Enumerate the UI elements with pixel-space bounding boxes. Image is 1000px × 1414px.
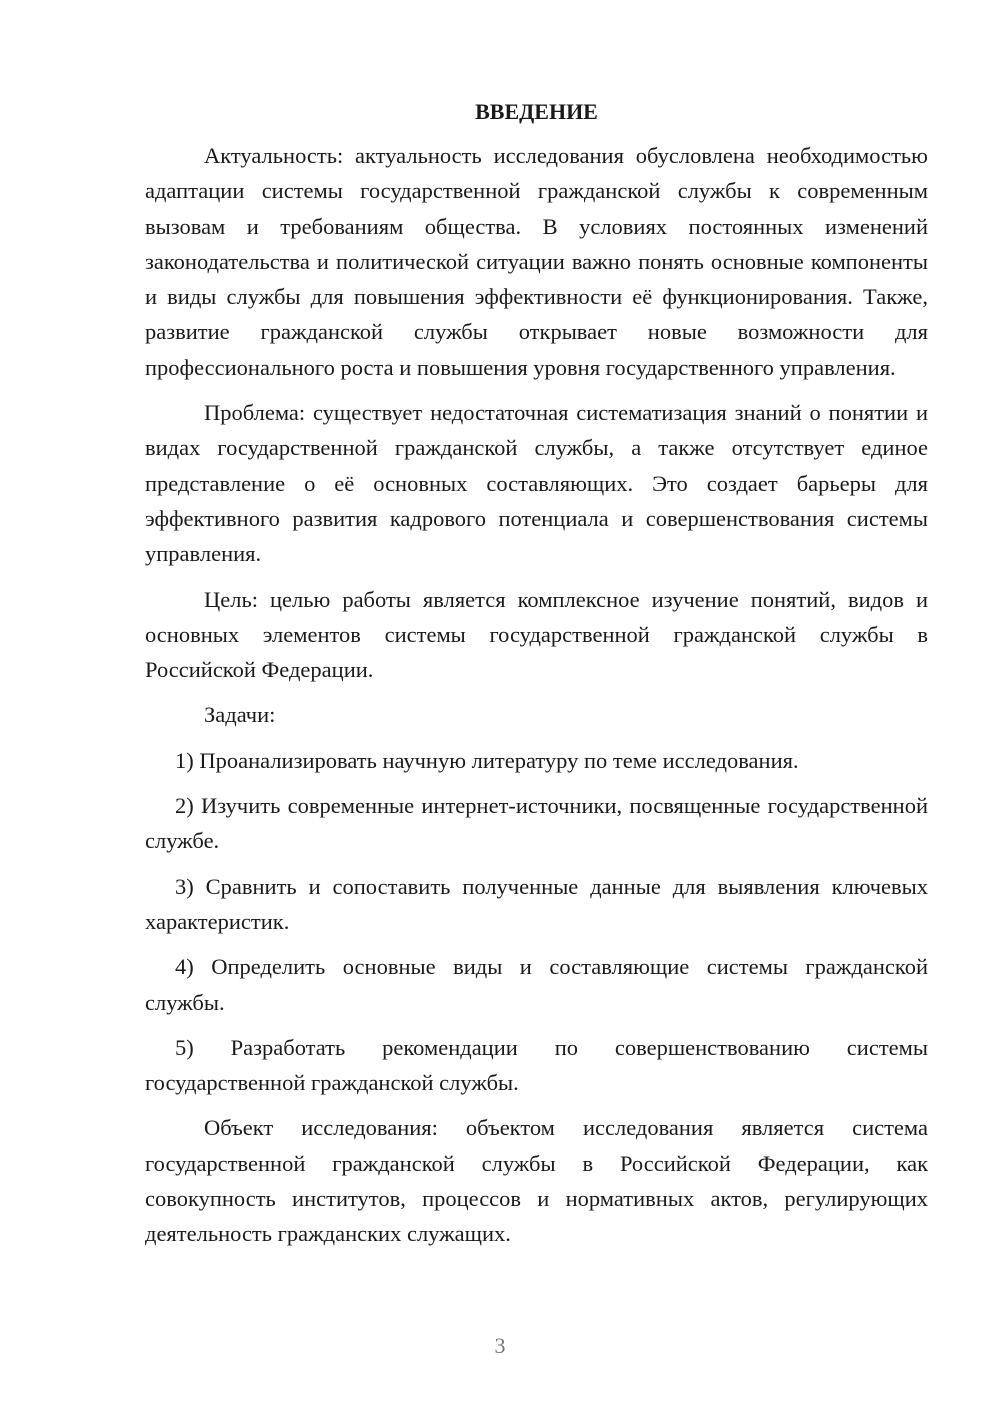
task-item-2: 2) Изучить современные интернет-источники, посвященные государственной службе.	[145, 793, 928, 854]
task-item-4: 4) Определить основные виды и составляющие системы гражданской службы.	[145, 954, 928, 1015]
task-item-5: 5) Разработать рекомендации по совершенствованию системы государственной гражданской службы.	[145, 1034, 928, 1096]
goal-paragraph: Цель: целью работы является комплексное изучение понятий, видов и основных элементов системы государственной гражданской службы в Российской Федерации.	[145, 586, 928, 683]
task-item-3: 3) Сравнить и сопоставить полученные данные для выявления ключевых характеристик.	[145, 873, 928, 934]
object-paragraph: Объект исследования: объектом исследования является система государственной гражданской службы в Российской Федерации, как совокупность институтов, процессов и нормативных актов, регулирующих деятельность гражданских служащих.	[145, 1115, 928, 1247]
task-item-1: 1) Проанализировать научную литературу по теме исследования.	[175, 747, 799, 773]
relevance-paragraph: Актуальность: актуальность исследования обусловлена необходимостью адаптации системы государственной гражданской службы к современным вызовам и требованиям общества. В условиях постоянных изменений законодательства и политической ситуации важно понять основные компоненты и виды службы для повышения эффективности её функционирования. Также, развитие гражданской службы открывает новые возможности для профессионального роста и повышения уровня государственного управления.	[145, 143, 928, 380]
problem-paragraph: Проблема: существует недостаточная систематизация знаний о понятии и видах государственной гражданской службы, а также отсутствует единое представление о её основных составляющих. Это создает барьеры для эффективного развития кадрового потенциала и совершенствования системы управления.	[145, 400, 928, 567]
page-number: 3	[494, 1333, 506, 1358]
document-page	[145, 96, 928, 1252]
section-heading: ВВЕДЕНИЕ	[475, 99, 598, 124]
tasks-label: Задачи:	[204, 702, 276, 728]
